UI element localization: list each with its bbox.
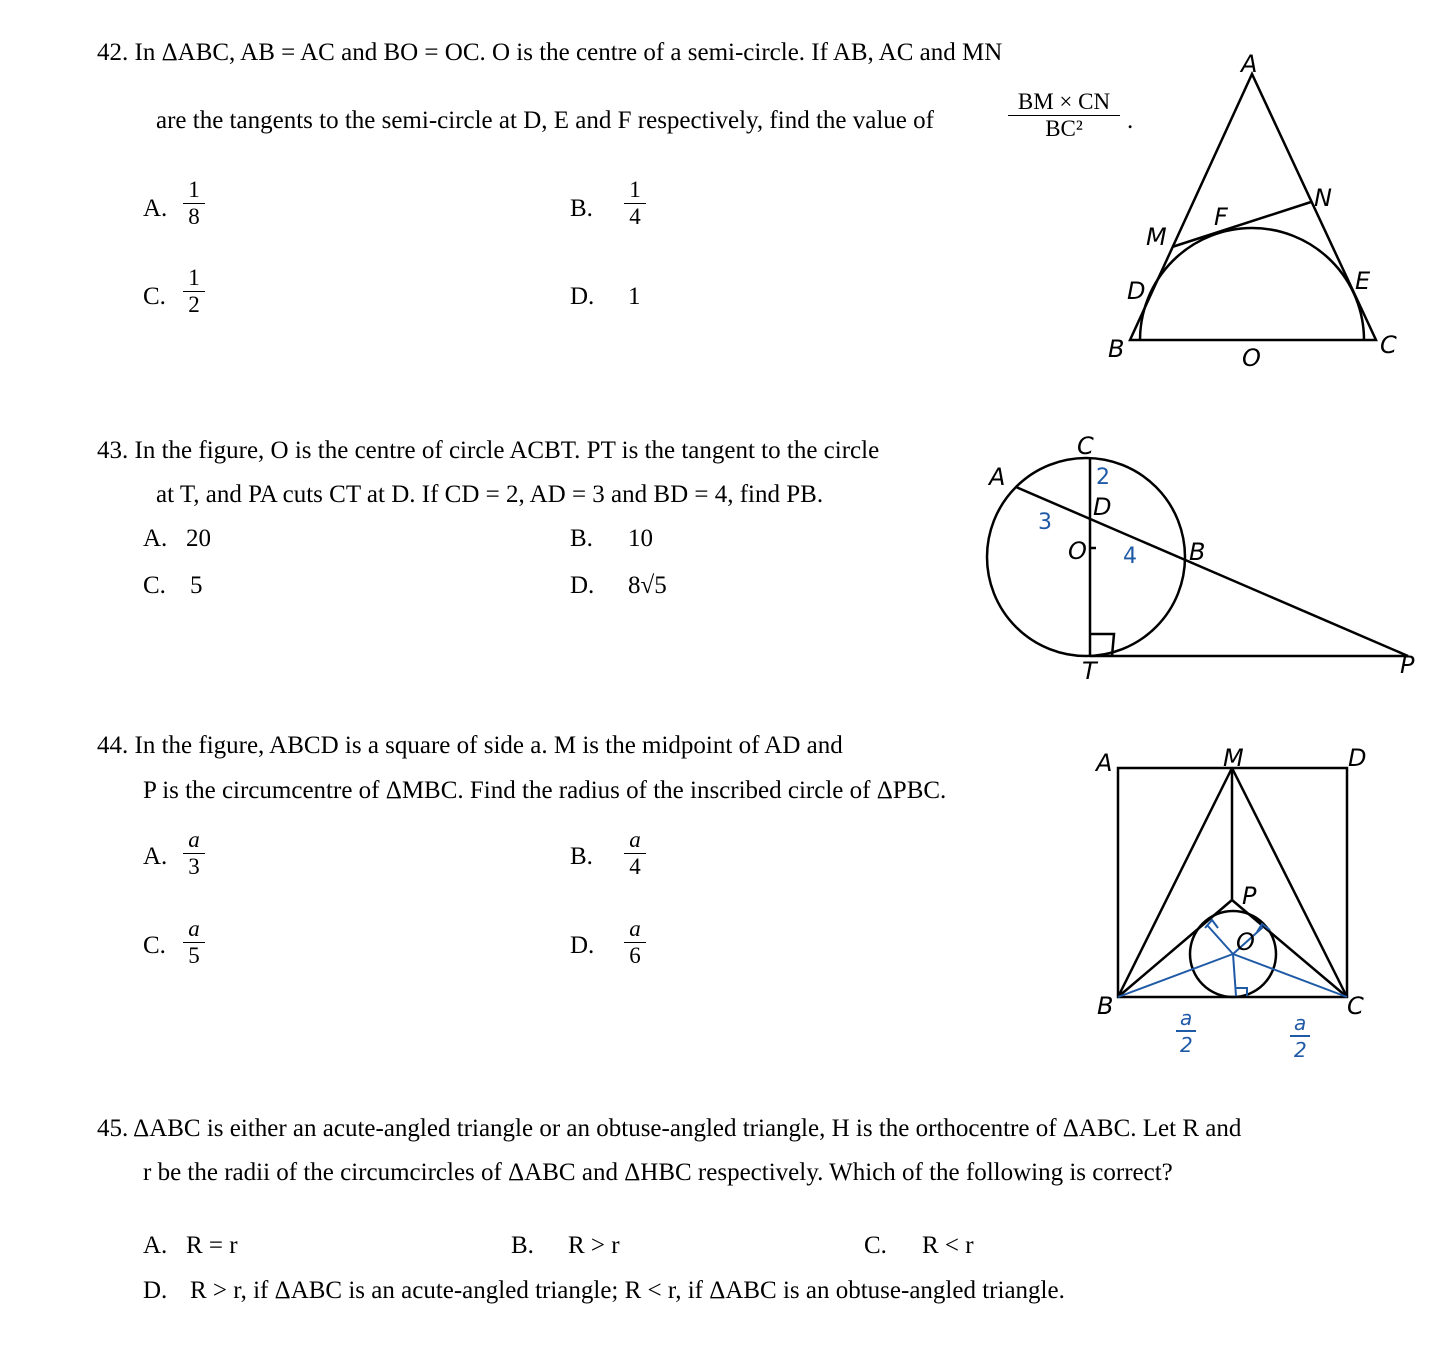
option-label: A. — [143, 1232, 168, 1259]
option-label: A. — [143, 525, 168, 552]
q43-handwritten-cd: 2 — [1096, 465, 1110, 490]
q42-stem-line1: 42. In ΔABC, AB = AC and BO = OC. O is the centre of a semi-circle. If AB, AC and MN — [97, 39, 1003, 66]
q44-label-m: M — [1223, 744, 1244, 772]
q42-label-e: E — [1355, 267, 1371, 295]
q44-stem-line1: 44. In the figure, ABCD is a square of side a. M is the midpoint of AD and — [97, 732, 843, 759]
q44-label-c: C — [1347, 992, 1364, 1020]
q42-label-c: C — [1380, 331, 1397, 359]
q44-label-o: O — [1236, 928, 1255, 956]
option-value: 5 — [190, 572, 203, 599]
option-label: B. — [570, 843, 593, 870]
option-label: D. — [570, 572, 595, 599]
q44-label-d: D — [1348, 744, 1367, 772]
q42-label-o: O — [1242, 344, 1261, 372]
q42-label-n: N — [1314, 184, 1332, 212]
option-label: C. — [143, 572, 166, 599]
q43-label-t: T — [1082, 657, 1097, 685]
option-value: 20 — [186, 525, 211, 552]
q43-label-o: O — [1068, 537, 1087, 565]
option-label: D. — [570, 932, 595, 959]
option-label: C. — [143, 932, 166, 959]
q44-handwritten-num: a — [1294, 1011, 1307, 1035]
q44-handwritten-den: 2 — [1294, 1038, 1307, 1062]
q42-period: . — [1127, 107, 1134, 134]
option-fraction: a 6 — [624, 917, 646, 968]
option-value: R > r, if ΔABC is an acute-angled triangle; R < r, if ΔABC is an obtuse-angled triangle. — [190, 1277, 1065, 1304]
q42-label-d: D — [1127, 277, 1146, 305]
q44-label-p: P — [1242, 882, 1257, 910]
q44-handwritten-num: a — [1180, 1006, 1193, 1030]
q42-stem-line2: are the tangents to the semi-circle at D, E and F respectively, find the value of — [156, 107, 934, 134]
q42-fraction-numerator: BM × CN — [1017, 89, 1111, 114]
q43-handwritten-ad: 3 — [1038, 510, 1052, 535]
option-value: R < r — [922, 1232, 974, 1259]
option-label: B. — [570, 195, 593, 222]
q45-stem-line2: r be the radii of the circumcircles of ΔABC and ΔHBC respectively. Which of the following is correct? — [143, 1159, 1173, 1186]
q42-label-m: M — [1146, 223, 1167, 251]
option-label: A. — [143, 195, 168, 222]
q42-label-b: B — [1108, 335, 1125, 363]
q43-stem-line2: at T, and PA cuts CT at D. If CD = 2, AD = 3 and BD = 4, find PB. — [156, 481, 824, 508]
q43-label-d: D — [1093, 493, 1112, 521]
q44-stem-line2: P is the circumcentre of ΔMBC. Find the radius of the inscribed circle of ΔPBC. — [143, 777, 947, 804]
q44-handwritten-construction — [1118, 920, 1347, 997]
q42-fraction-denominator: BC² — [1045, 116, 1083, 141]
option-fraction: a 4 — [624, 828, 646, 879]
option-value: 1 — [628, 283, 641, 310]
q43-handwritten-bd: 4 — [1123, 544, 1137, 569]
option-value: R > r — [568, 1232, 620, 1259]
q45-stem-line1: 45. ΔABC is either an acute-angled triangle or an obtuse-angled triangle, H is the orthocentre of ΔABC. Let R and — [97, 1115, 1242, 1142]
q43-label-a: A — [989, 463, 1006, 491]
option-label: D. — [143, 1277, 168, 1304]
q44-label-a: A — [1096, 749, 1113, 777]
q43-label-c: C — [1077, 432, 1094, 460]
option-value: 8√5 — [628, 572, 667, 599]
option-fraction: a 5 — [183, 917, 205, 968]
option-value: 10 — [628, 525, 653, 552]
option-fraction: a 3 — [183, 828, 205, 879]
option-value: R = r — [186, 1232, 238, 1259]
option-fraction: 1 4 — [624, 178, 646, 229]
q43-stem-line1: 43. In the figure, O is the centre of circle ACBT. PT is the tangent to the circle — [97, 437, 880, 464]
option-label: B. — [511, 1232, 534, 1259]
option-label: A. — [143, 843, 168, 870]
q44-label-b: B — [1097, 992, 1114, 1020]
q43-label-p: P — [1400, 651, 1415, 679]
option-fraction: 1 2 — [183, 266, 205, 317]
option-label: D. — [570, 283, 595, 310]
q44-line-bm — [1118, 768, 1232, 997]
option-fraction: 1 8 — [183, 178, 205, 229]
option-label: C. — [143, 283, 166, 310]
option-label: C. — [864, 1232, 887, 1259]
q42-label-a: A — [1241, 50, 1258, 78]
q43-label-b: B — [1189, 538, 1206, 566]
q42-label-f: F — [1214, 203, 1228, 231]
q44-handwritten-den: 2 — [1180, 1033, 1193, 1057]
option-label: B. — [570, 525, 593, 552]
